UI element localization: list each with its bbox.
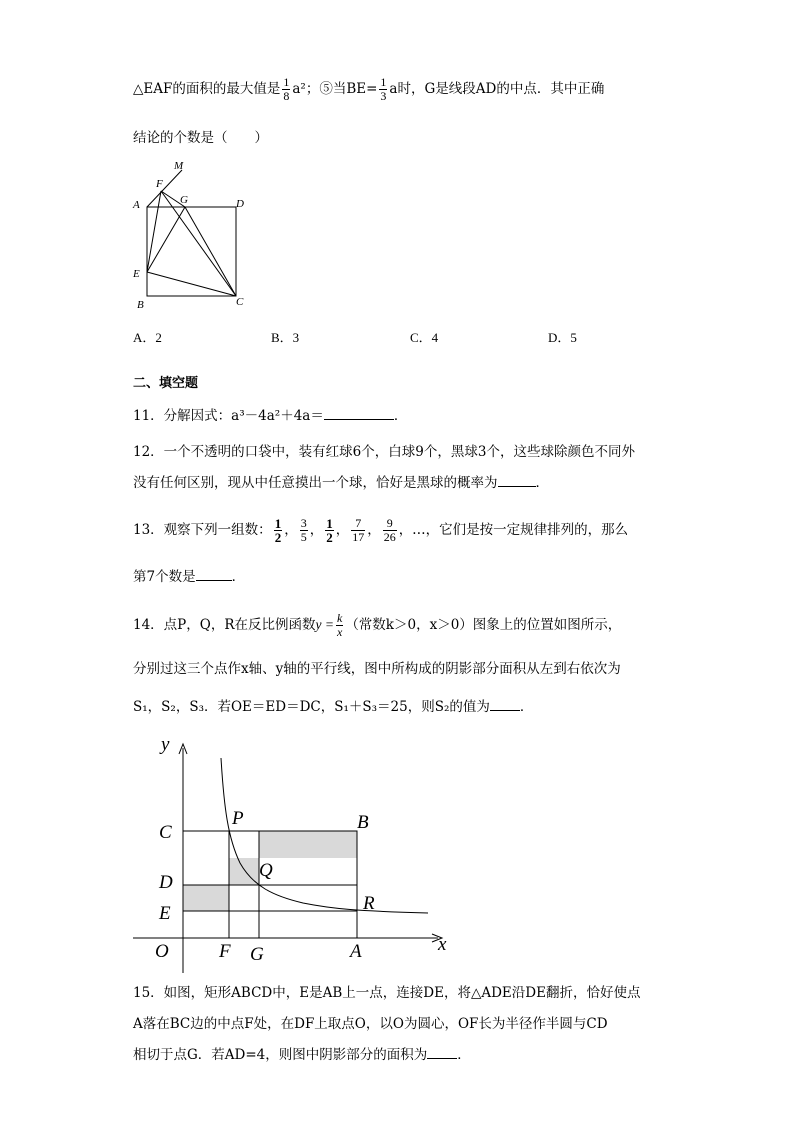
q13-line2: 第7个数是 ．: [133, 566, 245, 587]
q10-line1-suffix: a时，G是线段AD的中点．其中正确: [389, 81, 605, 97]
q13-blank: [196, 566, 232, 581]
q13-frac-5: $\frac{9}{26}$: [383, 516, 396, 544]
q13-frac-4: $\frac{7}{17}$: [352, 516, 365, 544]
label-f: F: [219, 941, 231, 962]
label-b: B: [357, 812, 369, 833]
q13-frac-2: $\frac{3}{5}$: [300, 516, 307, 544]
q14-func-frac: $\frac{k}{x}$: [336, 611, 343, 639]
label-r: R: [363, 893, 375, 914]
q11-line: 11．分解因式：a³－4a²＋4a＝ ．: [133, 405, 407, 426]
q15-line2: A落在BC边的中点F处，在DF上取点O，以O为圆心，OF长为半径作半圆与CD: [133, 1016, 608, 1032]
q10-line1-mid: a²；⑤当BE=: [292, 81, 378, 97]
label-a: A: [350, 941, 362, 962]
label-g: G: [180, 194, 188, 206]
q10-frac2: $\frac{1}{3}$: [380, 75, 387, 103]
label-b: B: [137, 299, 144, 311]
shade-s3: [259, 831, 357, 858]
label-p: P: [232, 808, 244, 829]
q12-line1: 12．一个不透明的口袋中，装有红球6个，白球9个，黑球3个，这些球除颜色不同外: [133, 444, 635, 460]
q10-option-c: C．4: [410, 330, 439, 345]
label-x: x: [438, 934, 447, 955]
q10-option-d: D．5: [548, 330, 577, 345]
label-y: y: [161, 734, 170, 755]
label-e: E: [159, 903, 171, 924]
q12-blank: [498, 472, 536, 487]
q10-frac1: $\frac{1}{8}$: [283, 75, 290, 103]
q13-frac-1: $\frac{1}{2}$: [274, 516, 282, 545]
label-o: O: [155, 941, 169, 962]
q13-frac-3: $\frac{1}{2}$: [326, 516, 333, 545]
segment-ec: [147, 272, 236, 296]
q10-square-figure: [128, 156, 258, 316]
q15-blank: [427, 1044, 457, 1059]
label-g: G: [250, 944, 264, 965]
q10-line2: 结论的个数是（ ）: [133, 130, 268, 146]
label-m: M: [174, 160, 184, 172]
label-d: D: [236, 198, 244, 210]
q11-text: 11．分解因式：a³－4a²＋4a＝: [133, 408, 324, 424]
q10-line1: [133, 76, 604, 103]
label-a: A: [133, 199, 140, 211]
label-e: E: [133, 268, 140, 280]
q10-option-a: A．2: [133, 330, 162, 345]
label-d: D: [159, 872, 173, 893]
q14-line3: S₁，S₂，S₃．若OE＝ED＝DC，S₁＋S₃＝25，则S₂的值为 ．: [133, 696, 533, 717]
section-title: 二、填空题: [133, 376, 199, 391]
square-abcd: [147, 207, 236, 296]
q12-line2: 没有任何区别，现从中任意摸出一个球，恰好是黑球的概率为 ．: [133, 472, 549, 493]
segment-gc: [185, 207, 236, 296]
label-c: C: [159, 822, 172, 843]
shade-s1: [183, 885, 229, 911]
q14-graph-figure: [128, 728, 458, 978]
q11-blank: [324, 405, 394, 420]
label-q: Q: [259, 860, 273, 881]
q15-line3: 相切于点G．若AD=4，则图中阴影部分的面积为 ．: [133, 1044, 471, 1065]
q13-line1: 13．观察下列一组数： $\frac{1}{2}$ ， $\frac{3}{5}$ ， $\frac{1}{2}$ ， $\frac{7}{17}$ ， $\frac{9}{26}$ ，…，它们是按一定规律排列的，那么: [133, 516, 629, 545]
q14-line1: 14．点P，Q，R在反比例函数y = $\frac{k}{x}$ （常数k＞0，x＞0）图象上的位置如图所示，: [133, 611, 622, 639]
q10-option-b: B．3: [271, 330, 300, 345]
label-f: F: [156, 178, 163, 190]
q14-line2: 分别过这三个点作x轴、y轴的平行线，图中所构成的阴影部分面积从左到右依次为: [133, 661, 621, 677]
label-c: C: [236, 296, 244, 308]
q14-blank: [490, 696, 520, 711]
q10-line1-prefix: △EAF的面积的最大值是: [133, 81, 281, 97]
q15-line1: 15．如图，矩形ABCD中，E是AB上一点，连接DE，将△ADE沿DE翻折，恰好使点: [133, 985, 641, 1001]
